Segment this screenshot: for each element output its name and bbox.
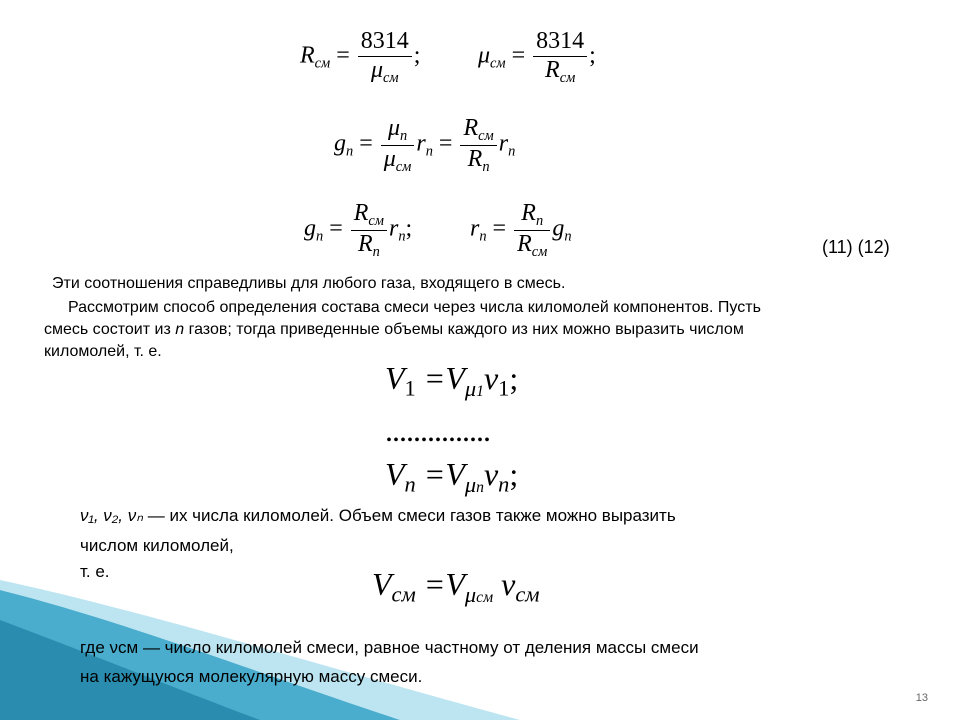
formula-mu-cm: $\mu_{см}$ = $\frac{8314}{R_{см}}$ ; [478, 28, 596, 86]
text-line-2: Рассмотрим способ определения состава смеси через числа киломолей компонентов. Пусть [68, 299, 761, 316]
text-line-1: Эти соотношения справедливы для любого газа, входящего в смесь. [52, 275, 566, 292]
text-line-7: т. е. [80, 562, 110, 581]
equation-numbers: (11) (12) [822, 237, 890, 257]
formula-vcm: $V_{см} =V_{\mu см}$ $\nu_{см}$ [372, 566, 540, 607]
text-line-6: числом киломолей, [80, 536, 234, 555]
text-line-3: смесь состоит из n газов; тогда приведенные объемы каждого из них можно выразить числом [44, 321, 744, 338]
formula-gn-1: $g_n$ = $\frac{\mu_n}{\mu_{см}}$ $r_n$ = $\frac{R_{см}}{R_n}$ $r_n$ [334, 115, 516, 175]
formula-dots: ............... [385, 412, 490, 448]
page-number: 13 [915, 692, 928, 704]
formula-rn: $r_n$ = $\frac{R_n}{R_{см}}$ $g_n$ [470, 200, 572, 260]
formula-v1: $V_1 =V_{\mu 1}\nu_1$; [385, 360, 519, 401]
formula-gn-2: $g_n$ = $\frac{R_{см}}{R_n}$ $r_n$; [304, 200, 413, 260]
formula-vn: $V_n =V_{\mu n}\nu_n$; [385, 456, 519, 497]
text-line-5: ν₁, ν₂, νₙ — их числа киломолей. Объем смеси газов также можно выразить [80, 506, 676, 525]
text-line-9: на кажущуюся молекулярную массу смеси. [80, 667, 423, 686]
text-line-8: где νсм — число киломолей смеси, равное частному от деления массы смеси [80, 638, 699, 657]
formula-r-cm: $R_{см}$ = $\frac{8314}{\mu_{см}}$ ; [300, 28, 421, 86]
text-line-4: киломолей, т. е. [44, 343, 162, 360]
